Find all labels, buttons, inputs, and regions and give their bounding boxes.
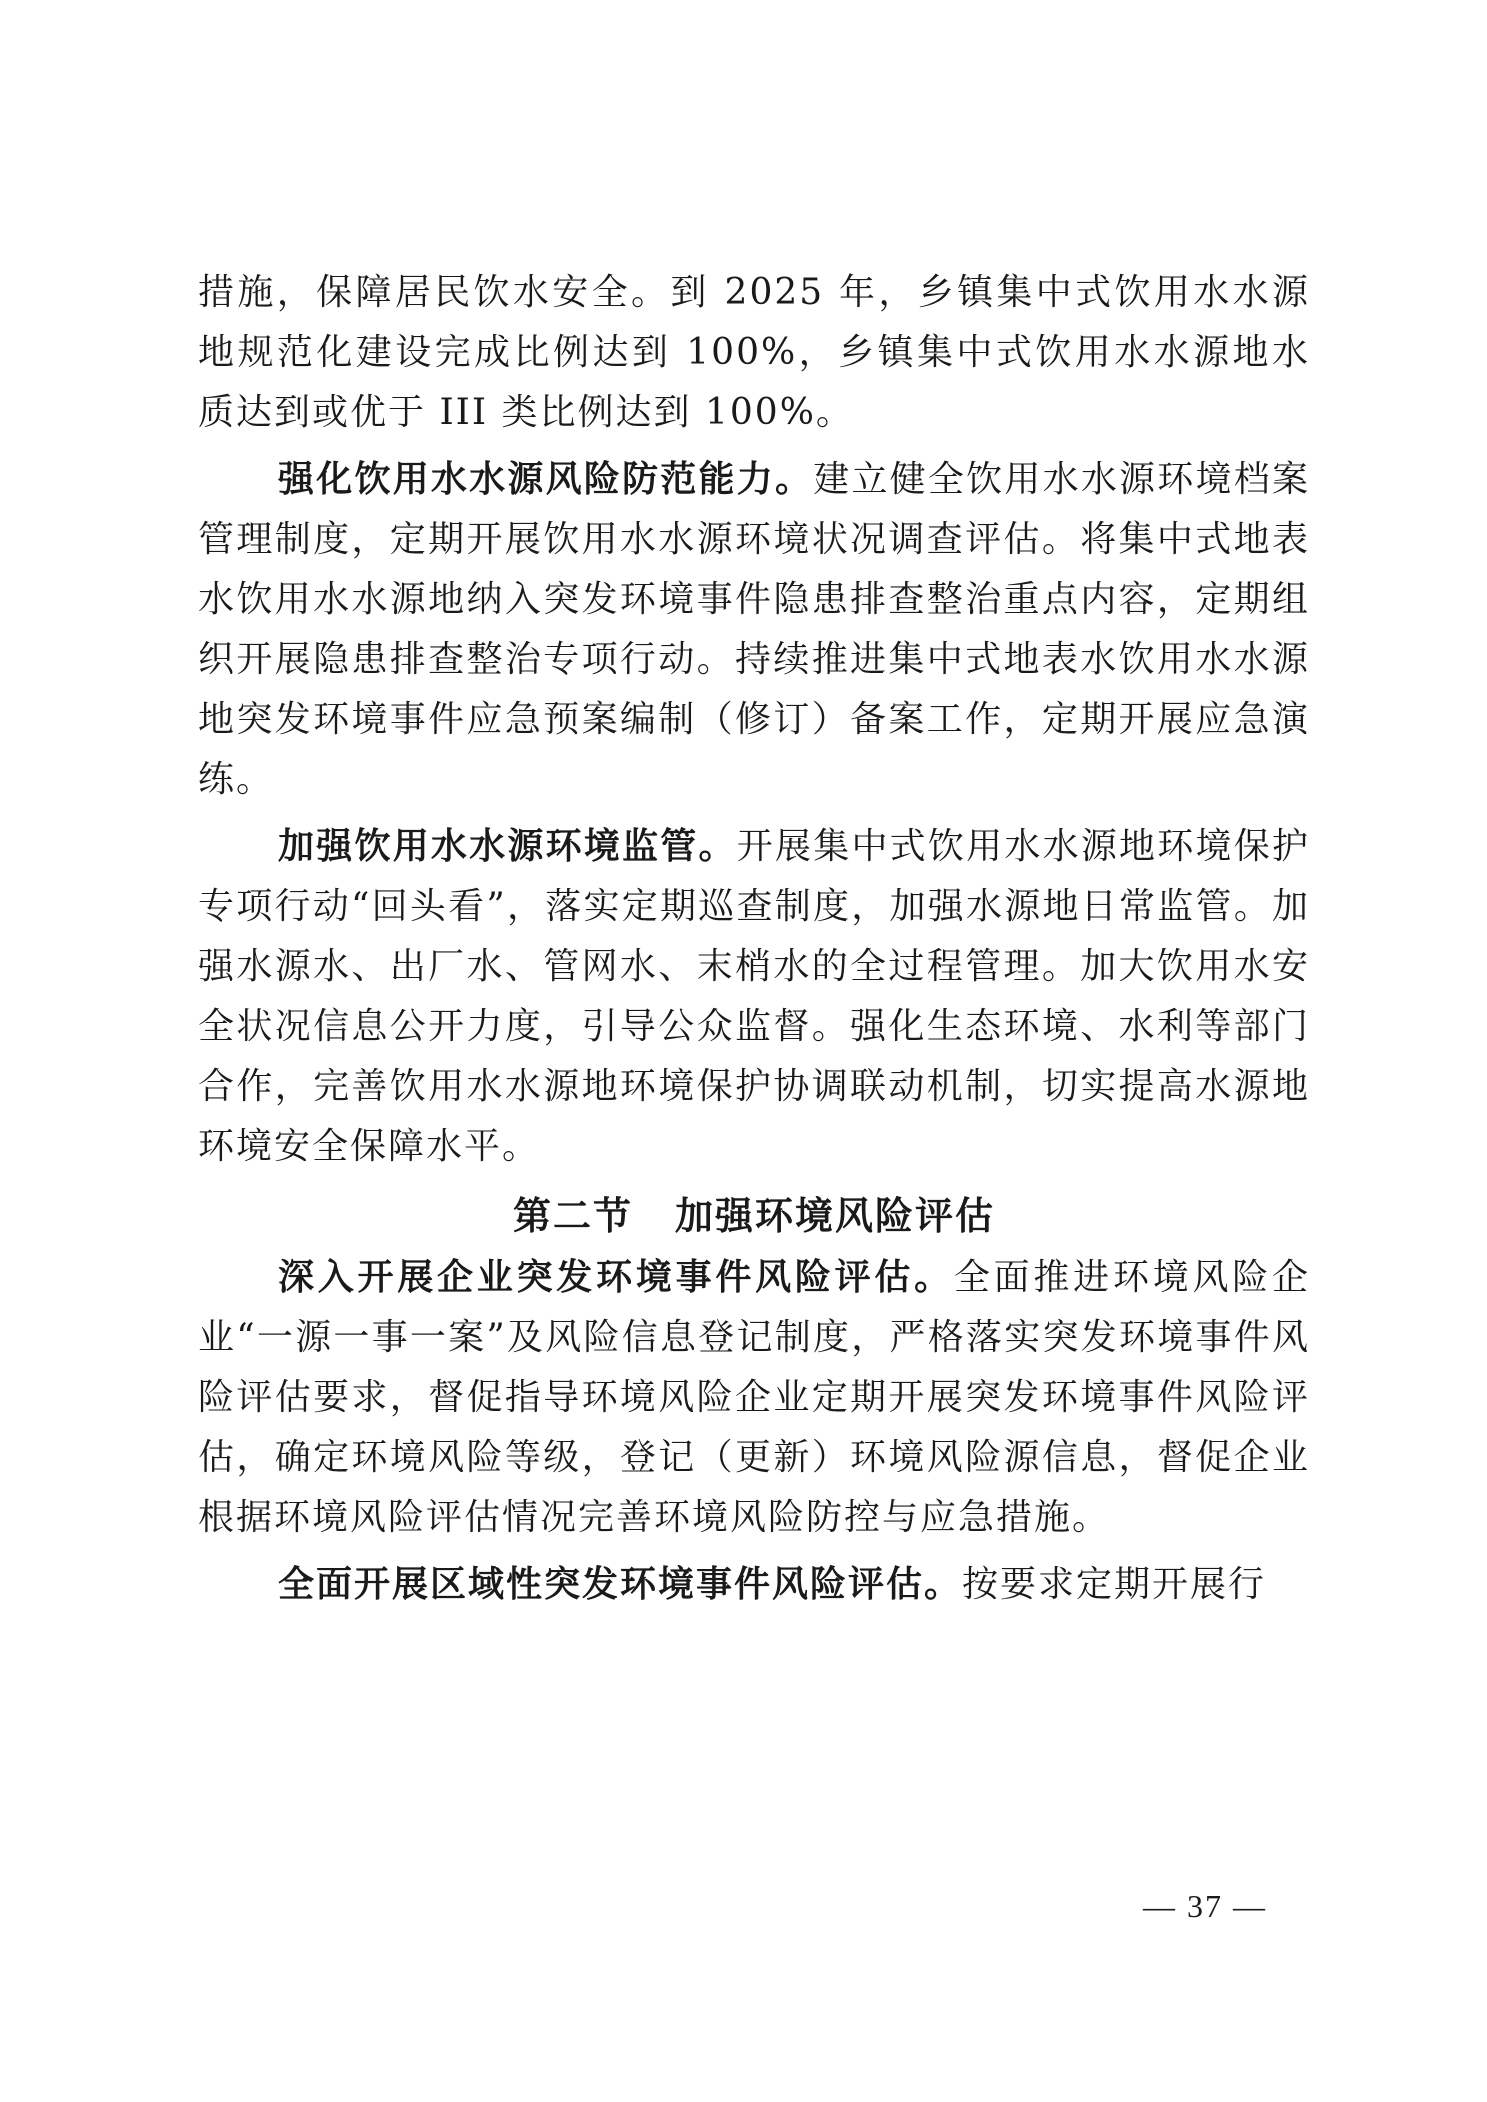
paragraph-lead: 加强饮用水水源环境监管。 [278,825,737,867]
paragraph-risk-prevention [198,449,1310,810]
page-number: — 37 — [1143,1888,1267,1924]
paragraph-text: 开展集中式饮用水水源地环境保护专项行动“回头看”，落实定期巡查制度，加强水源地日常监管。加强水源水、出厂水、管网水、末梢水的全过程管理。加大饮用水安全状况信息公开力度，引导公众监督。强化生态环境、水利等部门合作，完善饮用水水源地环境保护协调联动机制，切实提高水源地环境安全保障水平。 [198,826,1310,1167]
paragraph-regional-risk-assessment [198,1554,1310,1615]
paragraph-text: 按要求定期开展行 [962,1564,1267,1605]
paragraph-text: 措施，保障居民饮水安全。到 2025 年，乡镇集中式饮用水水源地规范化建设完成比例达到 100%，乡镇集中式饮用水水源地水质达到或优于 III 类比例达到 100%。 [198,272,1310,433]
document-page [198,262,1310,1615]
section-number: 第二节 [512,1194,633,1238]
paragraph-lead: 全面开展区域性突发环境事件风险评估。 [278,1563,963,1605]
paragraph-environmental-supervision [198,816,1310,1177]
section-title: 加强环境风险评估 [675,1194,996,1238]
paragraph-lead: 深入开展企业突发环境事件风险评估。 [278,1256,954,1298]
paragraph-drinking-water-targets [198,262,1310,443]
paragraph-text: 全面推进环境风险企业“一源一事一案”及风险信息登记制度，严格落实突发环境事件风险评估要求，督促指导环境风险企业定期开展突发环境事件风险评估，确定环境风险等级，登记（更新）环境风险源信息，督促企业根据环境风险评估情况完善环境风险防控与应急措施。 [198,1257,1310,1538]
section-heading [198,1185,1310,1247]
paragraph-enterprise-risk-assessment [198,1247,1310,1548]
paragraph-text: 建立健全饮用水水源环境档案管理制度，定期开展饮用水水源环境状况调查评估。将集中式地表水饮用水水源地纳入突发环境事件隐患排查整治重点内容，定期组织开展隐患排查整治专项行动。持续推进集中式地表水饮用水水源地突发环境事件应急预案编制（修订）备案工作，定期开展应急演练。 [198,459,1310,800]
paragraph-lead: 强化饮用水水源风险防范能力。 [278,458,814,500]
